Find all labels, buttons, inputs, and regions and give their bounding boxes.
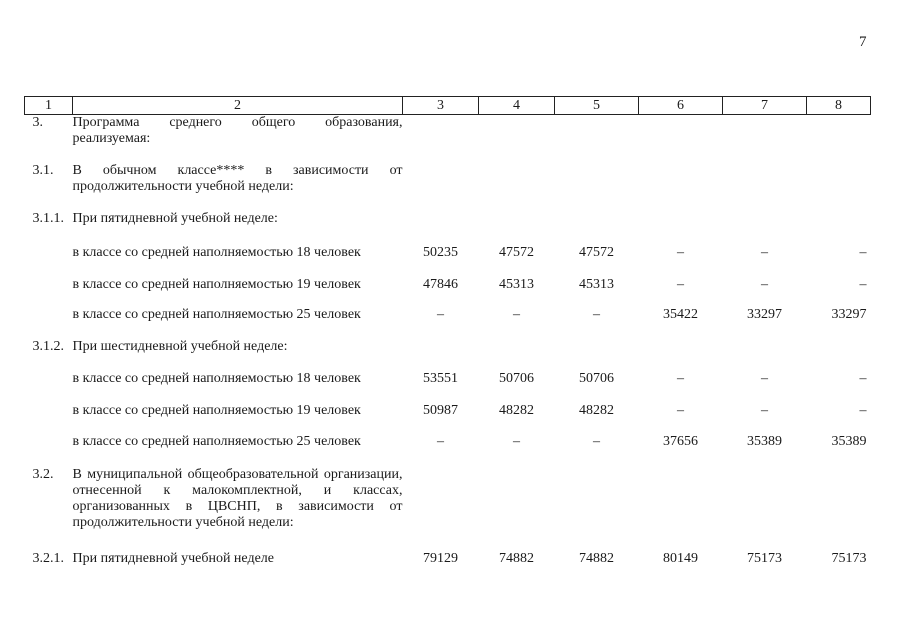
- row-number: [25, 403, 73, 434]
- row-number: [25, 551, 73, 581]
- value-cell: 47572: [579, 244, 614, 260]
- table-row: [25, 371, 871, 403]
- value-cell: [403, 163, 479, 211]
- value-cell: [479, 163, 555, 211]
- row-number: [25, 434, 73, 467]
- value-cell: [723, 115, 807, 163]
- value-cell: –: [437, 306, 444, 322]
- value-cell: –: [677, 276, 684, 292]
- row-number-text: [25, 307, 33, 322]
- value-cell: –: [677, 244, 684, 260]
- table-row: [25, 115, 871, 163]
- header-cell: 2: [73, 97, 403, 115]
- value-cell: –: [513, 433, 520, 449]
- value-cell: [555, 211, 639, 245]
- value-cell: 45313: [499, 276, 534, 292]
- value-cell: [403, 211, 479, 245]
- value-cell: [639, 339, 723, 371]
- table-body: [25, 115, 871, 581]
- header-cell: 5: [555, 97, 639, 115]
- value-cell: 50235: [423, 244, 458, 260]
- value-cell: [403, 115, 479, 163]
- table-row: [25, 211, 871, 245]
- row-number: [25, 339, 73, 371]
- row-name: В муниципальной общеобразовательной организации, отнесенной к малокомплектной, и классах, организованных в ЦВСНП, в зависимости от продолжительности учебной недели:: [72, 466, 403, 530]
- value-cell: 37656: [663, 433, 698, 449]
- value-cell: –: [677, 370, 684, 386]
- value-cell: [807, 211, 871, 245]
- row-number: [25, 467, 73, 551]
- table-row: [25, 434, 871, 467]
- header-cell: 4: [479, 97, 555, 115]
- table-row: [25, 245, 871, 277]
- header-cell: 6: [639, 97, 723, 115]
- header-cell: 3: [403, 97, 479, 115]
- value-cell: [807, 163, 871, 211]
- table-row: [25, 467, 871, 551]
- row-name: в классе со средней наполняемостью 19 человек: [72, 402, 361, 418]
- row-name: в классе со средней наполняемостью 19 человек: [72, 276, 361, 292]
- value-cell: 79129: [423, 550, 458, 566]
- value-cell: [403, 339, 479, 371]
- row-number-text: 3.1.1.: [32, 210, 64, 226]
- row-name: При пятидневной учебной неделе:: [72, 210, 278, 226]
- value-cell: 48282: [579, 402, 614, 418]
- header-cell: 8: [807, 97, 871, 115]
- value-cell: [807, 339, 871, 371]
- row-name: В обычном классе**** в зависимости от продолжительности учебной недели:: [72, 162, 403, 194]
- value-cell: 35422: [663, 306, 698, 322]
- value-cell: –: [859, 370, 867, 386]
- value-cell: 35389: [747, 433, 782, 449]
- row-name: При пятидневной учебной неделе: [72, 550, 274, 566]
- tariff-table: [24, 96, 871, 581]
- value-cell: 53551: [423, 370, 458, 386]
- row-number-text: [25, 277, 33, 292]
- table-row: [25, 551, 871, 581]
- value-cell: [807, 115, 871, 163]
- value-cell: [555, 163, 639, 211]
- value-cell: –: [859, 244, 867, 260]
- header-cell: 1: [25, 97, 73, 115]
- value-cell: [479, 115, 555, 163]
- value-cell: 48282: [499, 402, 534, 418]
- row-number: [25, 115, 73, 163]
- row-number: [25, 371, 73, 403]
- row-number-text: [25, 403, 33, 418]
- value-cell: –: [761, 244, 768, 260]
- value-cell: [723, 339, 807, 371]
- table-row: [25, 277, 871, 307]
- row-number: [25, 211, 73, 245]
- value-cell: –: [761, 402, 768, 418]
- value-cell: 75173: [831, 550, 867, 566]
- row-number-text: 3.1.2.: [32, 338, 64, 354]
- value-cell: [479, 467, 555, 551]
- value-cell: [555, 339, 639, 371]
- header-row: [25, 97, 871, 115]
- value-cell: [807, 467, 871, 551]
- value-cell: –: [677, 402, 684, 418]
- value-cell: 50706: [499, 370, 534, 386]
- value-cell: [639, 467, 723, 551]
- value-cell: [723, 163, 807, 211]
- row-name: Программа среднего общего образования, реализуемая:: [72, 115, 403, 146]
- table-row: [25, 403, 871, 434]
- value-cell: 45313: [579, 276, 614, 292]
- row-number-text: 3.1.: [32, 162, 54, 178]
- header-cell: 7: [723, 97, 807, 115]
- value-cell: –: [859, 402, 867, 418]
- value-cell: [555, 115, 639, 163]
- value-cell: 47572: [499, 244, 534, 260]
- value-cell: [723, 467, 807, 551]
- value-cell: [479, 339, 555, 371]
- table-row: [25, 163, 871, 211]
- value-cell: 74882: [579, 550, 614, 566]
- page-number: 7: [859, 34, 867, 50]
- value-cell: [639, 163, 723, 211]
- row-number: [25, 307, 73, 339]
- row-name: в классе со средней наполняемостью 25 человек: [72, 306, 361, 322]
- value-cell: 33297: [831, 306, 867, 322]
- value-cell: –: [437, 433, 444, 449]
- value-cell: [639, 115, 723, 163]
- row-number-text: [25, 245, 33, 260]
- row-number-text: [25, 434, 33, 449]
- value-cell: [403, 467, 479, 551]
- value-cell: –: [859, 276, 867, 292]
- row-number: [25, 163, 73, 211]
- table-row: [25, 307, 871, 339]
- value-cell: –: [593, 306, 600, 322]
- value-cell: [555, 467, 639, 551]
- value-cell: 47846: [423, 276, 458, 292]
- value-cell: 33297: [747, 306, 782, 322]
- row-name: в классе со средней наполняемостью 18 человек: [72, 370, 361, 386]
- value-cell: [479, 211, 555, 245]
- value-cell: –: [593, 433, 600, 449]
- row-name: При шестидневной учебной неделе:: [72, 338, 288, 354]
- value-cell: [639, 211, 723, 245]
- row-number-text: 3.2.1.: [32, 550, 64, 566]
- row-number: [25, 277, 73, 307]
- value-cell: 50987: [423, 402, 458, 418]
- row-name: в классе со средней наполняемостью 25 человек: [72, 433, 361, 449]
- value-cell: 75173: [747, 550, 782, 566]
- value-cell: –: [761, 276, 768, 292]
- value-cell: –: [513, 306, 520, 322]
- value-cell: 35389: [831, 433, 867, 449]
- value-cell: [723, 211, 807, 245]
- row-number-text: 3.: [32, 115, 43, 130]
- value-cell: –: [761, 370, 768, 386]
- value-cell: 80149: [663, 550, 698, 566]
- value-cell: 74882: [499, 550, 534, 566]
- value-cell: 50706: [579, 370, 614, 386]
- row-number-text: 3.2.: [32, 466, 54, 482]
- table-row: [25, 339, 871, 371]
- row-number: [25, 245, 73, 277]
- row-name: в классе со средней наполняемостью 18 человек: [72, 244, 361, 260]
- row-number-text: [25, 371, 33, 386]
